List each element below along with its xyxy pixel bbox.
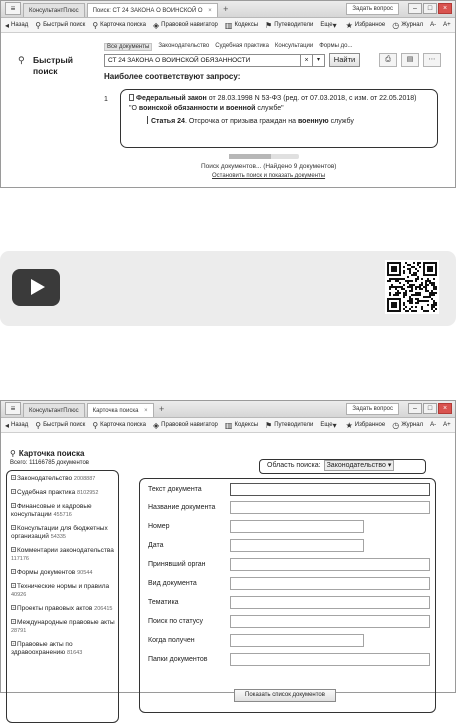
section-count: 28791	[11, 628, 27, 634]
more-options-icon[interactable]: ⋯	[423, 53, 441, 67]
search-card-button-2[interactable]	[92, 421, 146, 430]
section-count: 8102952	[77, 490, 99, 496]
card-search-icon: ⚲	[92, 20, 99, 30]
section-count: 40926	[11, 592, 27, 598]
result-title-prefix: "О	[129, 104, 139, 112]
expand-icon[interactable]: +	[12, 475, 15, 480]
field-input[interactable]	[230, 520, 364, 533]
font-increase-button[interactable]: A+	[443, 22, 451, 28]
guides-label: Путеводители	[274, 22, 314, 28]
maximize-icon-2[interactable]: □	[423, 403, 437, 414]
back-button[interactable]	[5, 21, 28, 30]
section-item[interactable]	[11, 619, 116, 635]
menu-icon[interactable]: ≡	[5, 2, 21, 15]
navigator-icon: ◈	[153, 20, 160, 30]
search-card-panel	[1, 435, 455, 698]
clock-icon-2: ◷	[392, 420, 400, 430]
guides-button-2[interactable]	[265, 421, 313, 430]
section-item[interactable]	[11, 641, 116, 657]
journal-label-2: Журнал	[401, 422, 424, 428]
print-icon[interactable]: ⎙	[379, 53, 397, 67]
filter-tabs	[104, 43, 358, 51]
section-count: 117176	[11, 556, 29, 562]
close-window-icon[interactable]: ×	[438, 3, 452, 14]
field-input[interactable]	[230, 634, 364, 647]
filter-all-documents[interactable]: Все документы	[104, 43, 152, 51]
guides-label-2: Путеводители	[274, 422, 314, 428]
field-input[interactable]	[230, 539, 364, 552]
card-search-icon-2: ⚲	[92, 420, 99, 430]
tab-close-icon[interactable]: ×	[208, 8, 212, 14]
star-icon: ★	[345, 20, 353, 30]
clock-icon: ◷	[392, 20, 400, 30]
find-button[interactable]: Найти	[329, 53, 360, 67]
guides-button[interactable]	[265, 21, 313, 30]
field-label: Папки документов	[148, 656, 208, 663]
field-input[interactable]	[230, 577, 430, 590]
qr-code	[385, 260, 439, 314]
field-label: Когда получен	[148, 637, 195, 644]
save-folder-icon[interactable]: ▤	[401, 53, 419, 67]
expand-icon[interactable]: +	[12, 619, 15, 624]
search-progress-bar	[229, 154, 299, 159]
panel-title-label: Быстрый поиск	[33, 55, 73, 76]
result-actions	[375, 53, 441, 67]
field-input[interactable]	[230, 615, 430, 628]
font-increase-button-2[interactable]: A+	[443, 422, 451, 428]
window-controls-2	[407, 403, 452, 414]
expand-icon[interactable]: +	[12, 641, 15, 646]
search-area-select[interactable]: Законодательство ▾	[324, 460, 395, 471]
search-progress-fill	[229, 154, 271, 159]
favorites-button[interactable]	[346, 21, 386, 30]
toolbar-2	[1, 418, 455, 433]
section-name: Формы документов	[17, 569, 76, 576]
article-marker	[147, 116, 148, 124]
legal-navigator-label-2: Правовой навигатор	[161, 422, 218, 428]
more-label: Еще	[320, 22, 333, 28]
filter-consultations[interactable]: Консультации	[274, 43, 314, 49]
field-label: Тематика	[148, 599, 179, 606]
font-decrease-button-2[interactable]: A-	[430, 422, 437, 428]
best-matches-heading: Наиболее соответствуют запросу:	[104, 72, 241, 81]
font-decrease-button[interactable]: A-	[430, 22, 437, 28]
star-icon-2: ★	[345, 420, 353, 430]
legal-navigator-button-2[interactable]	[153, 421, 218, 430]
journal-button-2[interactable]	[392, 421, 423, 430]
book-icon: ▥	[224, 20, 233, 30]
tab-close-icon-2[interactable]: ×	[144, 408, 148, 414]
tab-search-card[interactable]	[87, 403, 154, 417]
section-name: Законодательство	[17, 475, 73, 482]
menu-icon-2[interactable]: ≡	[5, 402, 21, 415]
section-name: Консультации для бюджетных организаций	[11, 525, 108, 540]
result-article[interactable]	[129, 116, 429, 127]
quick-search-button-2[interactable]	[35, 421, 85, 430]
quick-search-button[interactable]	[35, 21, 85, 30]
quick-search-label-2: Быстрый поиск	[43, 422, 86, 428]
field-input[interactable]	[230, 483, 430, 496]
expand-icon[interactable]: +	[12, 489, 15, 494]
section-item[interactable]	[11, 489, 116, 497]
more-button-2[interactable]	[320, 421, 338, 430]
close-window-icon-2[interactable]: ×	[438, 403, 452, 414]
codes-label-2: Кодексы	[234, 422, 259, 428]
legal-navigator-label: Правовой навигатор	[161, 22, 218, 28]
section-name: Правовые акты по здравоохранению	[11, 641, 73, 656]
search-input[interactable]: СТ 24 ЗАКОНА О ВОИНСКОЙ ОБЯЗАННОСТИ	[104, 54, 301, 67]
article-text-post: службу	[328, 118, 354, 125]
quick-search-label: Быстрый поиск	[43, 22, 86, 28]
ask-question-button-2[interactable]: Задать вопрос	[346, 403, 399, 415]
toolbar	[1, 18, 455, 33]
result-doc-type[interactable]: Федеральный закон	[136, 95, 207, 102]
back-label: Назад	[11, 22, 29, 28]
more-button[interactable]	[320, 21, 338, 30]
section-item[interactable]	[11, 547, 116, 563]
codes-label: Кодексы	[234, 22, 259, 28]
chevron-down-icon: ▾	[332, 20, 337, 30]
more-label-2: Еще	[320, 422, 333, 428]
journal-label: Журнал	[401, 22, 424, 28]
search-area-value: Законодательство	[326, 462, 386, 469]
chevron-down-icon-2: ▾	[332, 420, 337, 430]
section-item[interactable]	[11, 503, 116, 519]
tab-consultant-2[interactable]: КонсультантПлюс	[23, 403, 85, 417]
section-name: Комментарии законодательства	[17, 547, 114, 554]
section-name: Международные правовые акты	[17, 619, 115, 626]
back-button-2[interactable]	[5, 421, 28, 430]
clear-icon[interactable]: ×	[301, 54, 313, 67]
section-name: Технические нормы и правила	[17, 583, 110, 590]
minimize-icon[interactable]: –	[408, 3, 422, 14]
section-count: 206415	[94, 606, 113, 612]
result-number: 1	[104, 96, 108, 103]
section-item[interactable]	[11, 475, 116, 483]
result-details: от 28.03.1998 N 53-ФЗ (ред. от 07.03.2018, с изм. от 22.05.2018)	[208, 95, 417, 102]
search-icon-2: ⚲	[35, 420, 42, 430]
document-icon	[129, 94, 134, 101]
signpost-icon-2: ⚑	[265, 420, 273, 430]
expand-icon[interactable]: +	[12, 605, 15, 610]
progress-status: Поиск документов... (Найдено 9 документов)	[201, 163, 337, 170]
total-documents: Всего: 11166785 документов	[10, 460, 89, 466]
search-row	[104, 53, 360, 67]
new-tab-icon[interactable]: +	[223, 4, 229, 14]
quick-search-icon: ⚲	[18, 55, 25, 65]
sections-sidebar	[6, 470, 119, 723]
section-count: 81643	[67, 650, 83, 656]
card-title-label: Карточка поиска	[18, 449, 85, 458]
section-count: 90544	[77, 570, 93, 576]
search-area	[259, 459, 426, 474]
section-count: 2008887	[73, 476, 96, 482]
title-bar-2	[1, 401, 455, 418]
expand-icon[interactable]: +	[12, 583, 15, 588]
new-tab-icon-2[interactable]: +	[158, 404, 165, 414]
section-item[interactable]	[11, 569, 116, 577]
back-arrow-icon: ◂	[5, 20, 10, 30]
legal-navigator-button[interactable]	[153, 21, 218, 30]
field-label: Дата	[148, 542, 164, 549]
search-icon: ⚲	[35, 20, 42, 30]
result-header	[129, 94, 429, 104]
book-icon-2: ▥	[224, 420, 233, 430]
minimize-icon-2[interactable]: –	[408, 403, 422, 414]
field-input[interactable]	[230, 501, 430, 514]
search-card-button[interactable]	[92, 21, 146, 30]
result-title[interactable]	[129, 104, 429, 114]
tab-search-result-label: Поиск: СТ 24 ЗАКОНА О ВОИНСКОЙ О	[92, 8, 203, 14]
play-icon[interactable]	[12, 269, 60, 306]
tab-search-card-label: Карточка поиска	[92, 408, 139, 414]
article-text-bold: военную	[297, 118, 329, 125]
back-label-2: Назад	[11, 422, 29, 428]
field-label: Вид документа	[148, 580, 197, 587]
title-bar	[1, 1, 455, 18]
field-label: Текст документа	[148, 486, 202, 493]
article-text-pre: . Отсрочка от призыва граждан на	[184, 118, 298, 125]
expand-icon[interactable]: +	[12, 525, 15, 530]
result-title-suffix: службе"	[255, 104, 284, 112]
section-item[interactable]	[11, 583, 116, 599]
filter-legislation[interactable]: Законодательство	[158, 43, 210, 49]
expand-icon[interactable]: +	[12, 547, 15, 552]
result-title-bold: воинской обязанности и военной	[138, 104, 256, 112]
section-item[interactable]	[11, 605, 116, 613]
section-count: 54335	[50, 534, 66, 540]
section-count: 455716	[53, 512, 72, 518]
field-input[interactable]	[230, 653, 430, 666]
codes-button-2[interactable]	[225, 421, 258, 430]
favorites-label-2: Избранное	[354, 422, 386, 428]
field-input[interactable]	[230, 558, 430, 571]
quick-search-panel	[1, 35, 455, 187]
show-documents-button[interactable]: Показать список документов	[234, 689, 336, 702]
field-label: Название документа	[148, 504, 216, 511]
card-search-title-icon: ⚲	[10, 449, 16, 458]
qr-code-image	[387, 262, 437, 312]
expand-icon[interactable]: +	[12, 503, 15, 508]
tab-consultant[interactable]: КонсультантПлюс	[23, 3, 85, 17]
field-label: Принявший орган	[148, 561, 206, 568]
card-title	[10, 449, 84, 458]
quick-search-screenshot	[0, 0, 456, 188]
search-card-label-2: Карточка поиска	[100, 422, 147, 428]
favorites-label: Избранное	[354, 22, 386, 28]
section-name: Финансовые и кадровые консультации	[11, 503, 92, 518]
history-dropdown-icon[interactable]: ▾	[313, 54, 325, 67]
section-name: Проекты правовых актов	[17, 605, 93, 612]
search-area-label: Область поиска:	[267, 462, 321, 469]
field-input[interactable]	[230, 596, 430, 609]
field-label: Номер	[148, 523, 170, 530]
codes-button[interactable]	[225, 21, 258, 30]
navigator-icon-2: ◈	[153, 420, 160, 430]
journal-button[interactable]	[392, 21, 423, 30]
signpost-icon: ⚑	[265, 20, 273, 30]
article-label: Статья 24	[151, 118, 185, 125]
stop-search-link[interactable]: Остановить поиск и показать документы	[212, 173, 326, 179]
favorites-button-2[interactable]	[346, 421, 386, 430]
maximize-icon[interactable]: □	[423, 3, 437, 14]
expand-icon[interactable]: +	[12, 569, 15, 574]
section-item[interactable]	[11, 525, 116, 541]
search-card-form	[139, 478, 436, 713]
video-banner	[0, 251, 456, 326]
field-label: Поиск по статусу	[148, 618, 204, 625]
panel-title	[33, 55, 93, 77]
search-card-label: Карточка поиска	[100, 22, 147, 28]
filter-forms[interactable]: Формы до...	[319, 43, 353, 49]
filter-court-practice[interactable]: Судебная практика	[215, 43, 269, 49]
search-card-screenshot	[0, 400, 456, 698]
back-arrow-icon-2: ◂	[5, 420, 10, 430]
ask-question-button[interactable]: Задать вопрос	[346, 3, 399, 15]
result-card[interactable]	[120, 89, 438, 148]
window-controls	[407, 3, 452, 14]
section-name: Судебная практика	[17, 489, 76, 496]
tab-search-result[interactable]	[87, 3, 218, 17]
